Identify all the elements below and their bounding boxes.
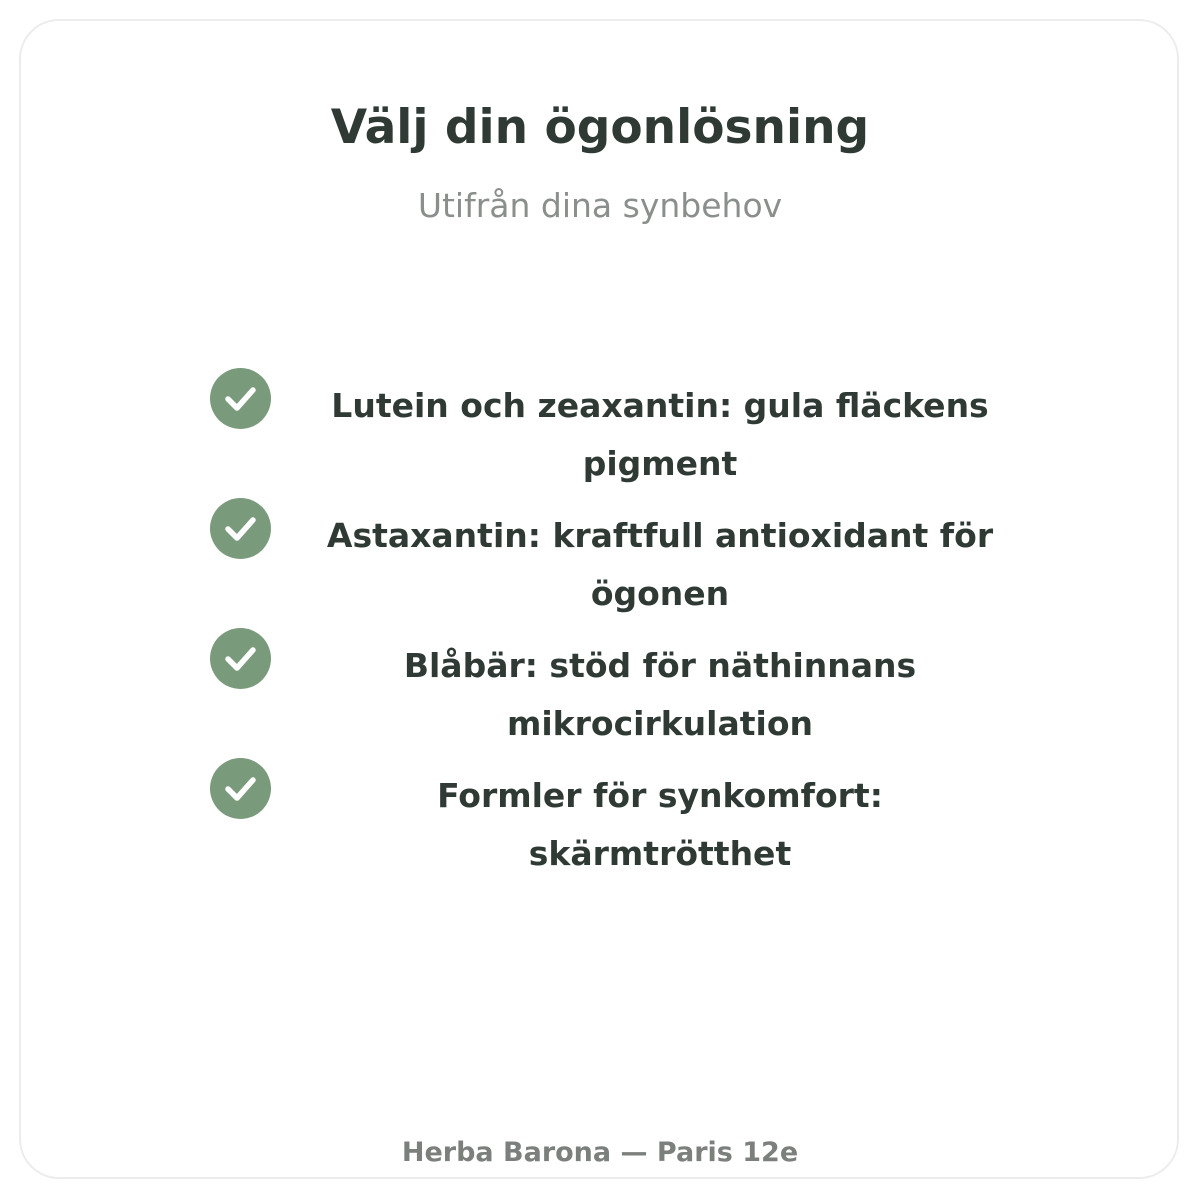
page-subtitle: Utifrån dina synbehov bbox=[417, 186, 783, 225]
page-title: Välj din ögonlösning bbox=[330, 100, 870, 155]
check-circle-icon bbox=[210, 628, 271, 689]
benefit-text: Formler för synkomfort: skärmtrötthet bbox=[437, 776, 883, 873]
check-circle-icon bbox=[210, 498, 271, 559]
check-circle-icon bbox=[210, 368, 271, 429]
benefit-text: Blåbär: stöd för näthinnans mikrocirkulation bbox=[403, 646, 917, 743]
brand-footer: Herba Barona — Paris 12e bbox=[401, 1137, 799, 1168]
check-circle-icon bbox=[210, 758, 271, 819]
benefit-text: Lutein och zeaxantin: gula fläckens pigment bbox=[331, 386, 989, 483]
benefit-text: Astaxantin: kraftfull antioxidant för ögonen bbox=[326, 516, 994, 613]
